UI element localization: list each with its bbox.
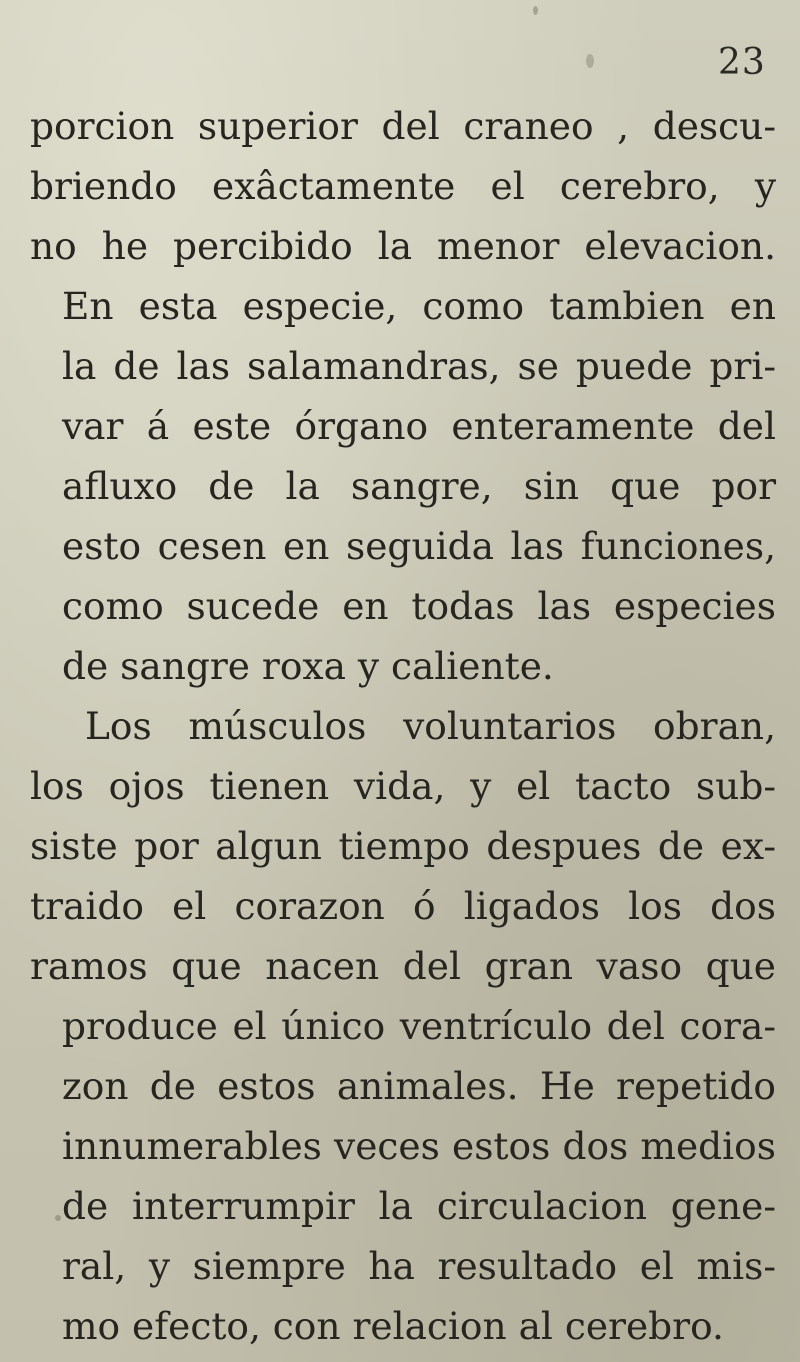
- text-line: innumerables veces estos dos medios: [62, 1124, 776, 1168]
- text-line: afluxo de la sangre, sin que por: [62, 464, 776, 508]
- text-line: ral, y siempre ha resultado el mis-: [62, 1244, 776, 1288]
- text-line: los ojos tienen vida, y el tacto sub-: [30, 764, 776, 808]
- paper-speck: [586, 54, 594, 68]
- text-line: no he percibido la menor elevacion.: [30, 224, 776, 268]
- text-line: de interrumpir la circulacion gene-: [62, 1184, 776, 1228]
- text-line: ramos que nacen del gran vaso que: [30, 944, 776, 988]
- text-line: traido el corazon ó ligados los dos: [30, 884, 776, 928]
- body-text: [30, 96, 776, 1356]
- text-line: mo efecto, con relacion al cerebro.: [62, 1304, 724, 1348]
- text-line: de sangre roxa y caliente.: [62, 644, 554, 688]
- text-line: En esta especie, como tambien en: [62, 284, 776, 328]
- text-line: zon de estos animales. He repetido: [62, 1064, 776, 1108]
- text-line: la de las salamandras, se puede pri-: [62, 344, 776, 388]
- page-number: 23: [718, 42, 766, 83]
- text-line: esto cesen en seguida las funciones,: [62, 524, 776, 568]
- text-line: briendo exâctamente el cerebro, y: [30, 164, 776, 208]
- text-line: Los músculos voluntarios obran,: [85, 704, 776, 748]
- text-line: produce el único ventrículo del cora-: [62, 1004, 776, 1048]
- text-line: siste por algun tiempo despues de ex-: [30, 824, 776, 868]
- text-line: porcion superior del craneo , descu-: [30, 104, 776, 148]
- text-line: como sucede en todas las especies: [62, 584, 776, 628]
- text-line: var á este órgano enteramente del: [62, 404, 776, 448]
- paper-speck: [533, 6, 538, 15]
